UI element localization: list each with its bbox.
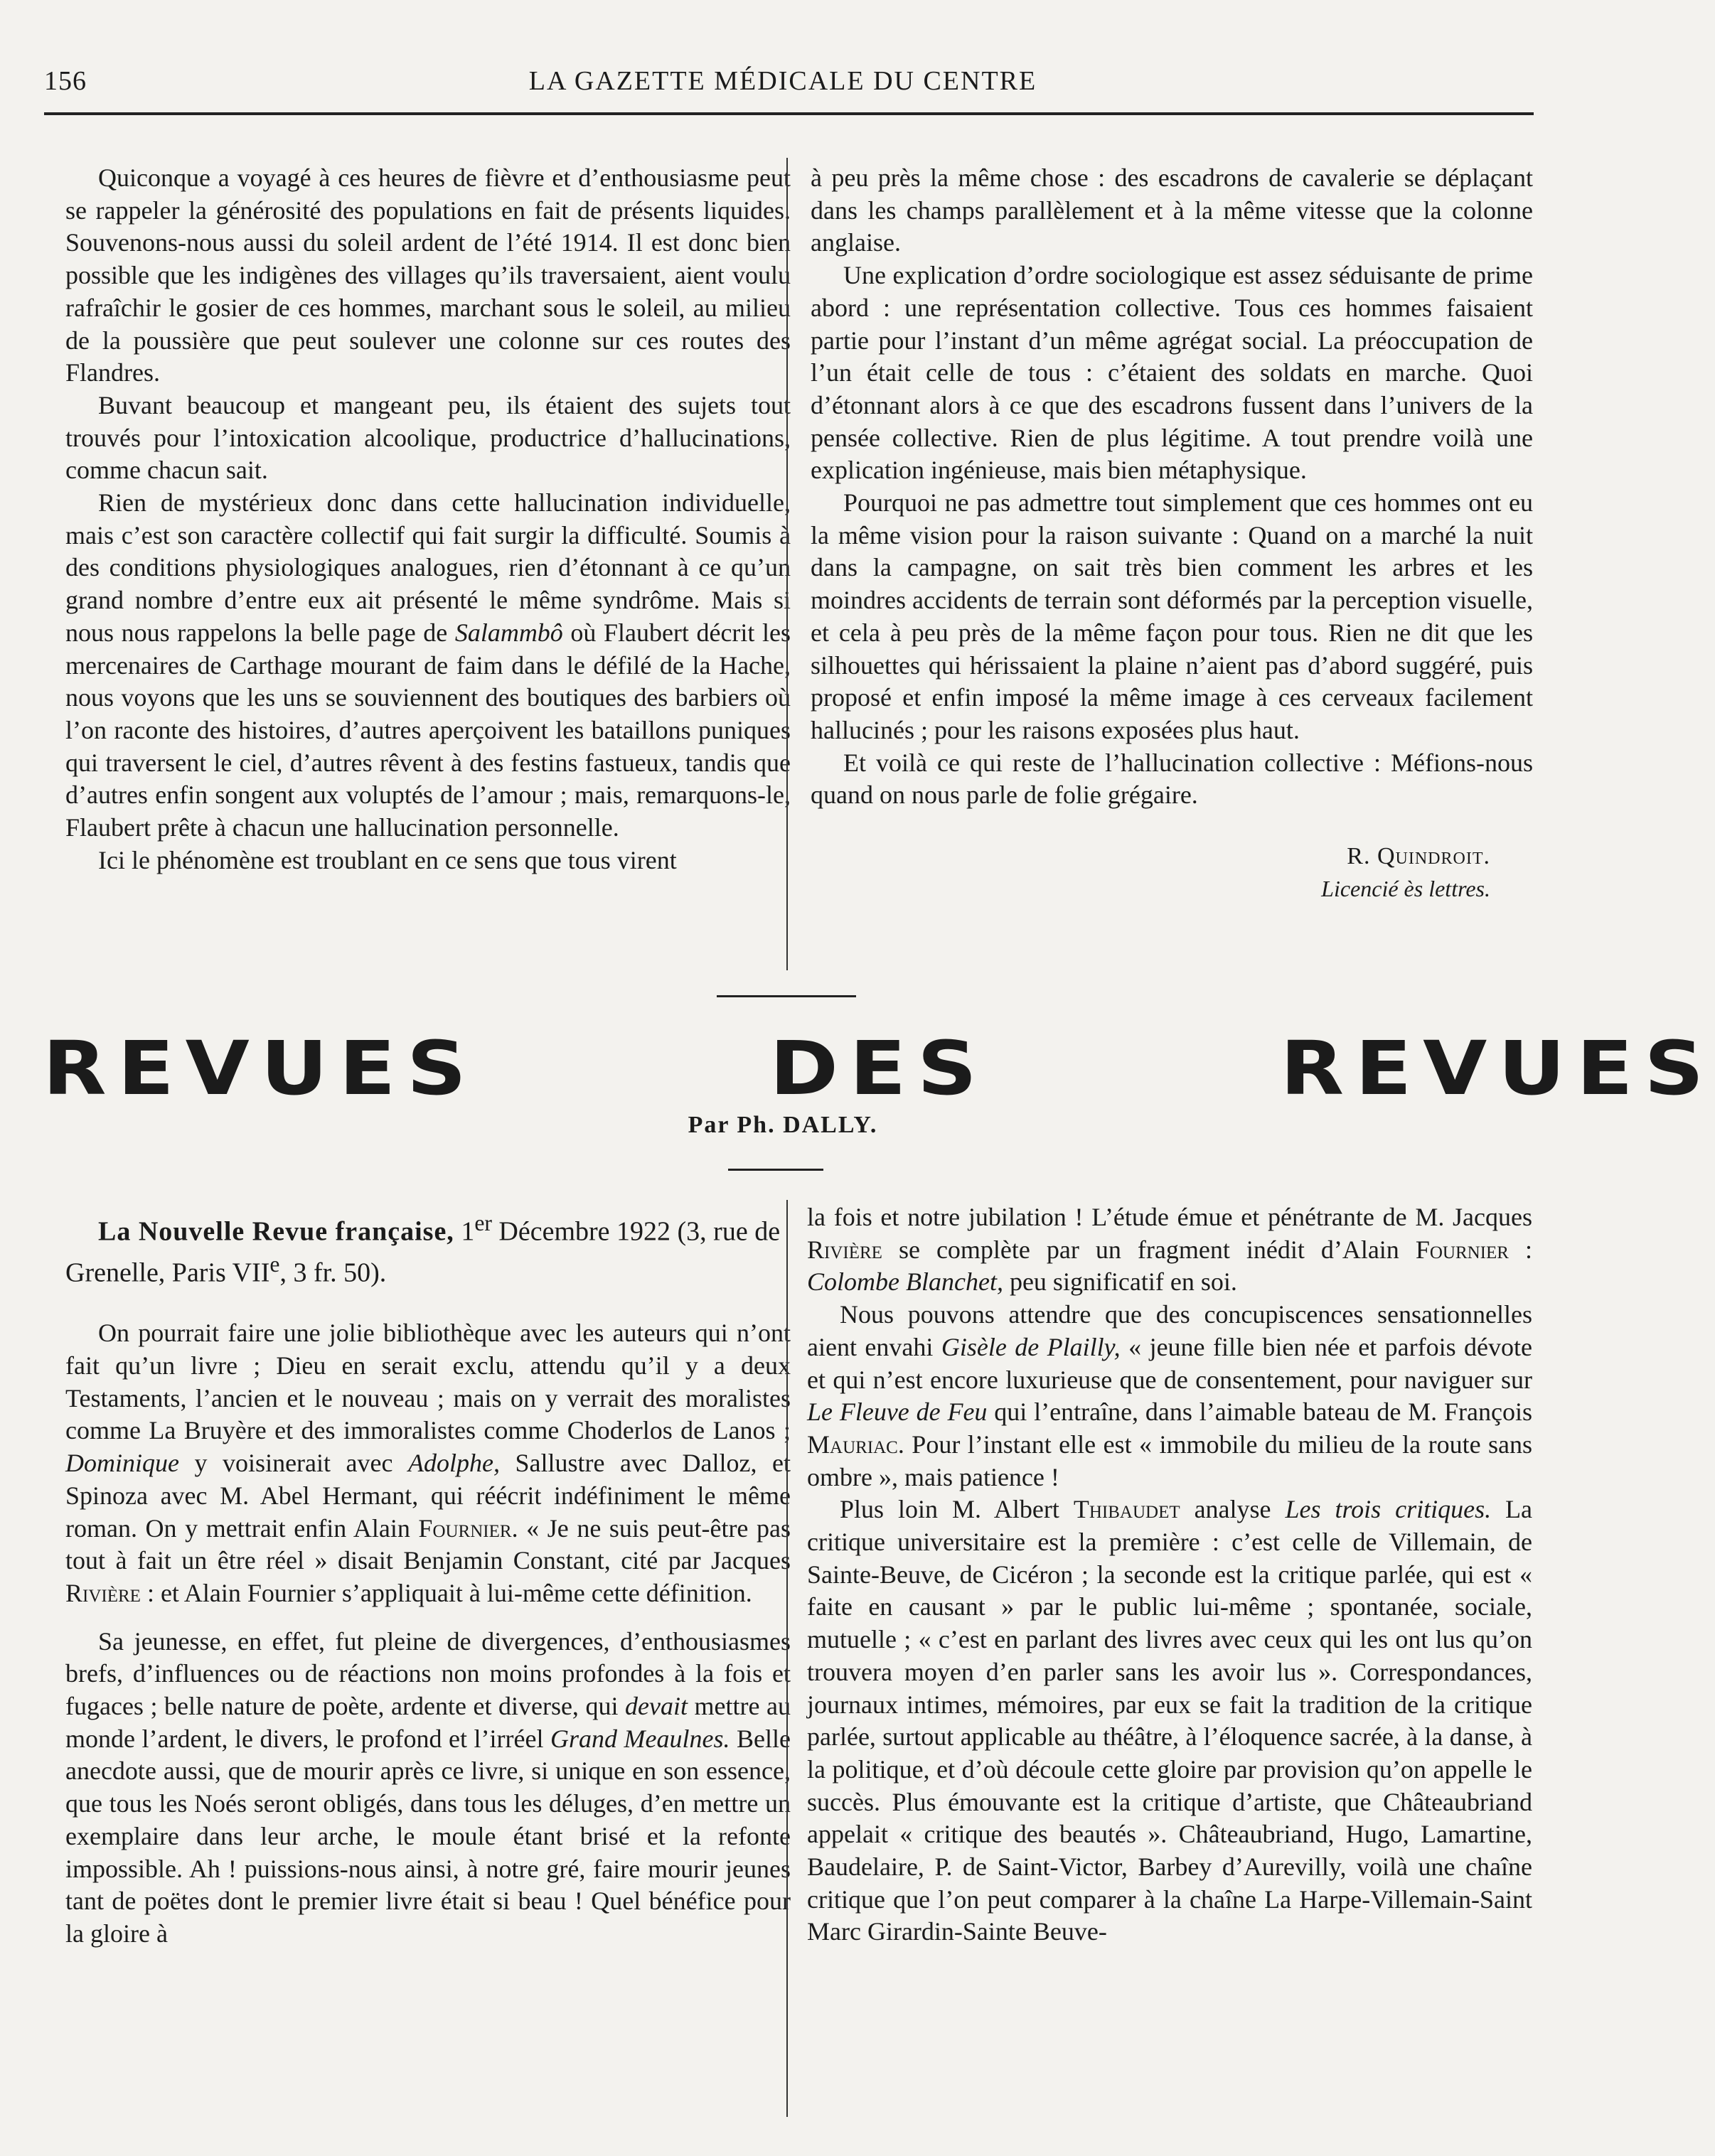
text-run: Rien de mystérieux donc dans cette hallucination individuelle, mais c’est son caractère collectif qui fait surgir la difficulté. Soumis à des conditions physiologiques analogues, rien d’étonnant à ce qu’un grand nombre d’entre eux ait présenté le même syndrôme. Mais si nous nous rappelons la belle page de	[65, 488, 791, 647]
column-divider	[786, 158, 788, 970]
text-run: Sallustre avec Dalloz, et Spinoza avec M. Abel Hermant, qui réécrit indéfiniment le même roman. On y mettrait enfin Alain	[65, 1449, 791, 1543]
section-heading	[43, 1025, 1715, 1112]
paragraph: Pourquoi ne pas admettre tout simplement que ces hommes ont eu la même vision pour la raison suivante : Quand on a marché la nuit dans la campagne, on sait très bien comment les arbres et les moindres accidents de terrain sont déformés par la perception visuelle, et cela à peu près de la même façon pour tous. Rien ne dit que les silhouettes qui hérissaient la plaine n’aient pas d’abord suggéré, puis proposé et enfin imposé la même image à ces cerveaux facilement hallucinés ; pour les raisons exposées plus haut.	[811, 488, 1533, 744]
paragraph	[65, 1317, 791, 1609]
heading-word: REVUES	[1280, 1025, 1715, 1112]
text-run: la fois et notre jubilation ! L’étude émue et pénétrante de M. Jacques	[807, 1203, 1532, 1231]
book-title: Adolphe,	[408, 1449, 500, 1478]
paragraph: Quiconque a voyagé à ces heures de fièvre et d’enthousiasme peut se rappeler la générosité des populations en fait de présents liquides. Souvenons-nous aussi du soleil ardent de l’été 1914. Il est donc bien possible que les indigènes des villages qu’ils traversaient, aient voulu rafraîchir le gosier de ces hommes, marchant sous le soleil, au milieu de la poussière que peut soulever une colonne sur ces routes des Flandres.	[65, 163, 791, 387]
heading-word: REVUES	[43, 1025, 478, 1112]
heading-word: DES	[769, 1025, 988, 1112]
author-title: Licencié ès lettres.	[1321, 875, 1490, 901]
text-run: analyse	[1180, 1495, 1286, 1524]
text-run: 1	[454, 1216, 475, 1247]
author-signature: R. Quindroit.	[1347, 843, 1490, 870]
article-left-column	[65, 162, 791, 876]
paragraph: Buvant beaucoup et mangeant peu, ils étaient des sujets tout trouvés pour l’intoxication alcoolique, productrice d’hallucinations, comme chacun sait.	[65, 390, 791, 485]
text-run: où Flaubert décrit les mercenaires de Carthage mourant de faim dans le défilé de la Hache, nous voyons que les uns se souviennent des boutiques des barbiers où l’on raconte des histoires, d’autres aperçoivent les bataillons puniques qui traversent le ciel, d’autres rêvent à des festins fastueux, tandis que d’autres enfin songent aux voluptés de l’amour ; mais, remarquons-le, Flaubert prête à chacun une hallucination personnelle.	[65, 618, 791, 842]
author-name: Rivière	[65, 1578, 141, 1607]
journal-title: La Nouvelle Revue française,	[98, 1216, 454, 1247]
separator-rule	[728, 1169, 823, 1171]
book-title: Dominique	[65, 1449, 179, 1478]
author-name: Rivière	[807, 1235, 882, 1264]
text-run: mettre au monde l’ardent, le divers, le profond et l’irréel	[65, 1692, 791, 1753]
review-left-column	[65, 1207, 791, 1951]
text-run: . « Je ne suis peut-être pas tout à fait un être réel » disait Benjamin Constant, cité par Jacques	[65, 1513, 791, 1575]
text-run: :	[1508, 1235, 1532, 1264]
text-run: Plus loin M. Albert	[840, 1495, 1074, 1524]
book-title: Les trois critiques.	[1285, 1495, 1492, 1524]
page-number: 156	[44, 66, 87, 96]
paragraph	[807, 1201, 1532, 1299]
byline: Par Ph. DALLY.	[688, 1112, 878, 1138]
header-rule	[44, 112, 1534, 115]
author-name: Mauriac	[807, 1430, 898, 1459]
text-run: se complète par un fragment inédit d’Alain	[882, 1235, 1416, 1264]
book-title: Grand Meaulnes.	[550, 1724, 730, 1753]
book-title: Gisèle de Plailly,	[941, 1332, 1121, 1361]
paragraph	[65, 487, 791, 844]
text-run: Décembre 1922 (3, rue de Grenelle, Paris VII	[65, 1216, 781, 1288]
column-divider	[786, 1200, 788, 2117]
book-title: Le Fleuve de Feu	[807, 1398, 988, 1427]
text-run: peu significatif en soi.	[1003, 1267, 1237, 1297]
paragraph	[807, 1299, 1532, 1493]
book-title: Colombe Blanchet,	[807, 1267, 1003, 1297]
text-run: qui l’entraîne, dans l’aimable bateau de M. François	[987, 1398, 1532, 1427]
paragraph: Une explication d’ordre sociologique est assez séduisante de prime abord : une représentation collective. Tous ces hommes faisaient partie pour l’instant d’un même agrégat social. La préoccupation de l’un était celle de tous : c’étaient des soldats en marche. Quoi d’étonnant alors à ce que des escadrons fussent dans l’univers de la pensée collective. Rien de plus légitime. A tout prendre voilà une explication ingénieuse, mais bien métaphysique.	[811, 261, 1533, 485]
review-heading	[65, 1207, 791, 1289]
book-title-salammbo: Salammbô	[454, 618, 563, 647]
text-run: . Pour l’instant elle est « immobile du milieu de la route sans ombre », mais patience !	[807, 1430, 1532, 1491]
text-run: Belle anecdote aussi, que de mourir après ce livre, si unique en son essence, que tous les Noés seront obligés, dans tous les déluges, d’en mettre un exemplaire dans leur arche, le moule étant brisé et la refonte impossible. Ah ! puissions-nous ainsi, à notre gré, faire mourir jeunes tant de poëtes dont le premier livre était si beau ! Quel bénéfice pour la gloire à	[65, 1724, 791, 1948]
superscript: er	[474, 1211, 492, 1235]
review-right-column	[807, 1201, 1532, 1948]
text-run: , 3 fr. 50).	[279, 1257, 387, 1288]
text-run: y voisinerait avec	[178, 1449, 409, 1478]
text-run: : et Alain Fournier s’appliquait à lui-même cette définition.	[140, 1578, 752, 1607]
article-right-column	[811, 162, 1533, 905]
author-name: Fournier	[418, 1513, 512, 1543]
text-run: On pourrait faire une jolie bibliothèque avec les auteurs qui n’ont fait qu’un livre ; Dieu en serait exclu, attendu qu’il y a deux Testaments, l’ancien et le nouveau ; mais on y verrait des moralistes comme La Bruyère et des immoralistes comme Choderlos de Lanos ;	[65, 1319, 791, 1445]
paragraph: Ici le phénomène est troublant en ce sens que tous virent	[98, 845, 677, 874]
paragraph	[65, 1626, 791, 1951]
separator-rule	[717, 995, 856, 997]
superscript: e	[269, 1251, 280, 1277]
author-name: Fournier	[1415, 1235, 1509, 1264]
text-run: « jeune fille bien née et parfois dévote et qui n’est encore luxurieuse que de consentement, pour naviguer sur	[807, 1332, 1533, 1394]
author-name: Thibaudet	[1073, 1495, 1180, 1524]
running-title: LA GAZETTE MÉDICALE DU CENTRE	[528, 66, 1037, 96]
text-run: La critique universitaire est la première : c’est celle de Villemain, de Sainte-Beuve, de Cicéron ; la seconde est la critique parlée, qui est « faite en causant » par le public lui-même ; spontanée, sociale, mutuelle ; « c’est en parlant des livres avec ceux qui les ont lus qu’on trouvera moyen d’en parler sans les avoir lus ». Correspondances, journaux intimes, mémoires, par eux se fait la tradition de la critique parlée, surtout applicable au théâtre, à l’éloquence sacrée, à la danse, à la politique, et d’où découle cette gloire par provision qu’on appelle le succès. Plus émouvante est la critique d’artiste, que Châteaubriand appelait « critique des beautés ». Châteaubriand, Hugo, Lamartine, Baudelaire, P. de Saint-Victor, Barbey d’Aurevilly, voilà une chaîne critique que l’on peut comparer à la chaîne La Harpe-Villemain-Saint Marc Girardin-Sainte Beuve-	[807, 1495, 1533, 1946]
text-run: Nous pouvons attendre que des concupiscences sensationnelles aient envahi	[807, 1300, 1532, 1361]
paragraph	[807, 1493, 1532, 1948]
text-run: Sa jeunesse, en effet, fut pleine de divergences, d’enthousiasmes brefs, d’influences ou de réactions non moins profondes à la fois et fugaces ; belle nature de poète, ardente et diverse, qui	[65, 1626, 791, 1721]
paragraph: à peu près la même chose : des escadrons de cavalerie se déplaçant dans les champs parallèlement et à la même vitesse que la colonne anglaise.	[811, 163, 1533, 257]
paragraph: Et voilà ce qui reste de l’hallucination collective : Méfions-nous quand on nous parle de folie grégaire.	[811, 748, 1533, 810]
emphasis: devait	[625, 1692, 688, 1721]
